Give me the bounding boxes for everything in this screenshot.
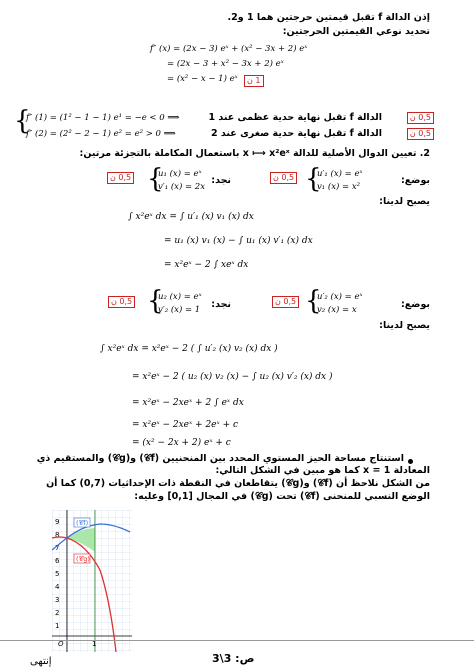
eq-int-2: = u₁ (x) v₁ (x) − ∫ u₁ (x) v′₁ (x) dx xyxy=(164,236,313,246)
sys2-left-b: v₂ (x) = x xyxy=(317,305,357,315)
text-we-get-1: يصبح لدينا: xyxy=(379,196,430,207)
brace-sign-test: { xyxy=(14,106,31,136)
eq-fpp-1: f″ (x) = (2x − 3) eˣ + (x² − 3x + 2) eˣ xyxy=(150,44,308,54)
text-we-get-2: يصبح لدينا: xyxy=(379,320,430,331)
sys2-left-a: u′₂ (x) = eˣ xyxy=(317,292,363,302)
system-find-2 xyxy=(158,291,202,317)
brace-set-2: { xyxy=(305,286,322,316)
sys1-right-b: v′₁ (x) = 2x xyxy=(158,182,205,192)
sys1-left-b: v₁ (x) = x² xyxy=(317,182,361,192)
curves-graph xyxy=(52,510,132,652)
text-we-set-1: بوضع: xyxy=(401,175,430,186)
brace-find-2: { xyxy=(147,286,164,316)
cg-label: (𝒞g) xyxy=(76,555,90,563)
eq-fpp-at-1: f″ (1) = (1² − 1 − 1) e¹ = −e < 0 ⟹ xyxy=(26,113,180,123)
system-set-1 xyxy=(317,168,363,194)
eq-int-3: = x²eˣ − 2 ∫ xeˣ dx xyxy=(164,260,249,270)
eq-int-1: ∫ x²eˣ dx = ∫ u′₁ (x) v₁ (x) dx xyxy=(128,212,254,222)
sys1-right-a: u₁ (x) = eˣ xyxy=(158,169,202,179)
text-we-set-2: بوضع: xyxy=(401,299,430,310)
ytick-7: 7 xyxy=(55,544,60,552)
text-from-graph-2: الوضع النسبي للمنحنى (𝒞f) تحت (𝒞g) في المجال [0,1] وعليه: xyxy=(134,491,430,502)
text-critical-values: إذن الدالة f تقبل قيمتين حرجتين هما 1 و2. xyxy=(227,12,430,23)
sys1-left-a: u′₁ (x) = eˣ xyxy=(317,169,363,179)
ytick-1: 1 xyxy=(55,622,60,630)
ytick-2: 2 xyxy=(55,609,60,617)
ytick-3: 3 xyxy=(55,596,60,604)
mark-box-set-2: 0,5 ن xyxy=(272,296,299,308)
ytick-5: 5 xyxy=(55,570,60,578)
eq-int2-1: ∫ x²eˣ dx = x²eˣ − 2 ( ∫ u′₂ (x) v₂ (x) dx ) xyxy=(100,344,278,354)
system-set-2 xyxy=(317,291,363,317)
footer-page: ص: 3\3 xyxy=(212,652,255,665)
text-deduce-area-2: المعادلة x = 1 كما هو مبين في الشكل التالي: xyxy=(215,465,430,476)
origin-label: O xyxy=(58,640,64,648)
ytick-9: 9 xyxy=(55,518,60,526)
ytick-8: 8 xyxy=(55,531,60,539)
eq-fpp-3: = (x² − x − 1) eˣ xyxy=(167,74,238,84)
mark-box-1: 1 ن xyxy=(244,75,264,87)
ytick-4: 4 xyxy=(55,583,60,591)
cf-label: (𝒞f) xyxy=(76,519,89,527)
mark-box-find-1: 0,5 ن xyxy=(107,172,134,184)
footer-end: إنتهى xyxy=(30,656,52,667)
text-local-min: الدالة f تقبل نهاية حدية صغرى عند 2 xyxy=(211,128,382,139)
sys2-right-a: u₂ (x) = eˣ xyxy=(158,292,202,302)
eq-int2-4: = x²eˣ − 2xeˣ + 2eˣ + c xyxy=(132,420,239,430)
eq-fpp-2: = (2x − 3 + x² − 3x + 2) eˣ xyxy=(167,59,284,69)
mark-box-find-2: 0,5 ن xyxy=(108,296,135,308)
eq-fpp-at-2: f″ (2) = (2² − 2 − 1) e² = e² > 0 ⟹ xyxy=(26,129,176,139)
ytick-6: 6 xyxy=(55,557,60,565)
system-find-1 xyxy=(158,168,205,194)
text-question-2: 2. تعيين الدوال الأصلية للدالة x ⟼ x²eˣ باستعمال المكاملة بالتجزئة مرتين: xyxy=(79,148,430,159)
eq-int2-3: = x²eˣ − 2xeˣ + 2 ∫ eˣ dx xyxy=(132,398,244,408)
y-ticks xyxy=(55,518,60,630)
text-deduce-area-1: استنتاج مساحة الحيز المستوي المحدد بين المنحنيين (𝒞f) و(𝒞g) والمستقيم ذي xyxy=(36,453,404,464)
brace-set-1: { xyxy=(305,164,322,194)
xtick-1: 1 xyxy=(92,640,97,648)
text-determine-type: تحديد نوعي القيمتين الحرجتين: xyxy=(282,26,430,37)
text-we-find-2: نجد: xyxy=(211,299,231,310)
eq-int2-2: = x²eˣ − 2 ( u₂ (x) v₂ (x) − ∫ u₂ (x) v′₂ (x) dx ) xyxy=(132,372,333,382)
text-local-max: الدالة f تقبل نهاية حدية عظمى عند 1 xyxy=(208,112,382,123)
eq-int2-5: = (x² − 2x + 2) eˣ + c xyxy=(132,438,231,448)
text-we-find-1: نجد: xyxy=(211,175,231,186)
mark-box-max: 0,5 ن xyxy=(407,112,434,124)
text-from-graph-1: من الشكل نلاحظ أن (𝒞f) و(𝒞g) يتقاطعان في النقطة ذات الإحداثيات (0,7) كما أن xyxy=(46,478,430,489)
mark-box-set-1: 0,5 ن xyxy=(270,172,297,184)
sys2-right-b: v′₂ (x) = 1 xyxy=(158,305,201,315)
mark-box-min: 0,5 ن xyxy=(407,128,434,140)
footer-rule xyxy=(0,640,474,641)
bullet-dot xyxy=(408,459,413,464)
brace-find-1: { xyxy=(147,164,164,194)
